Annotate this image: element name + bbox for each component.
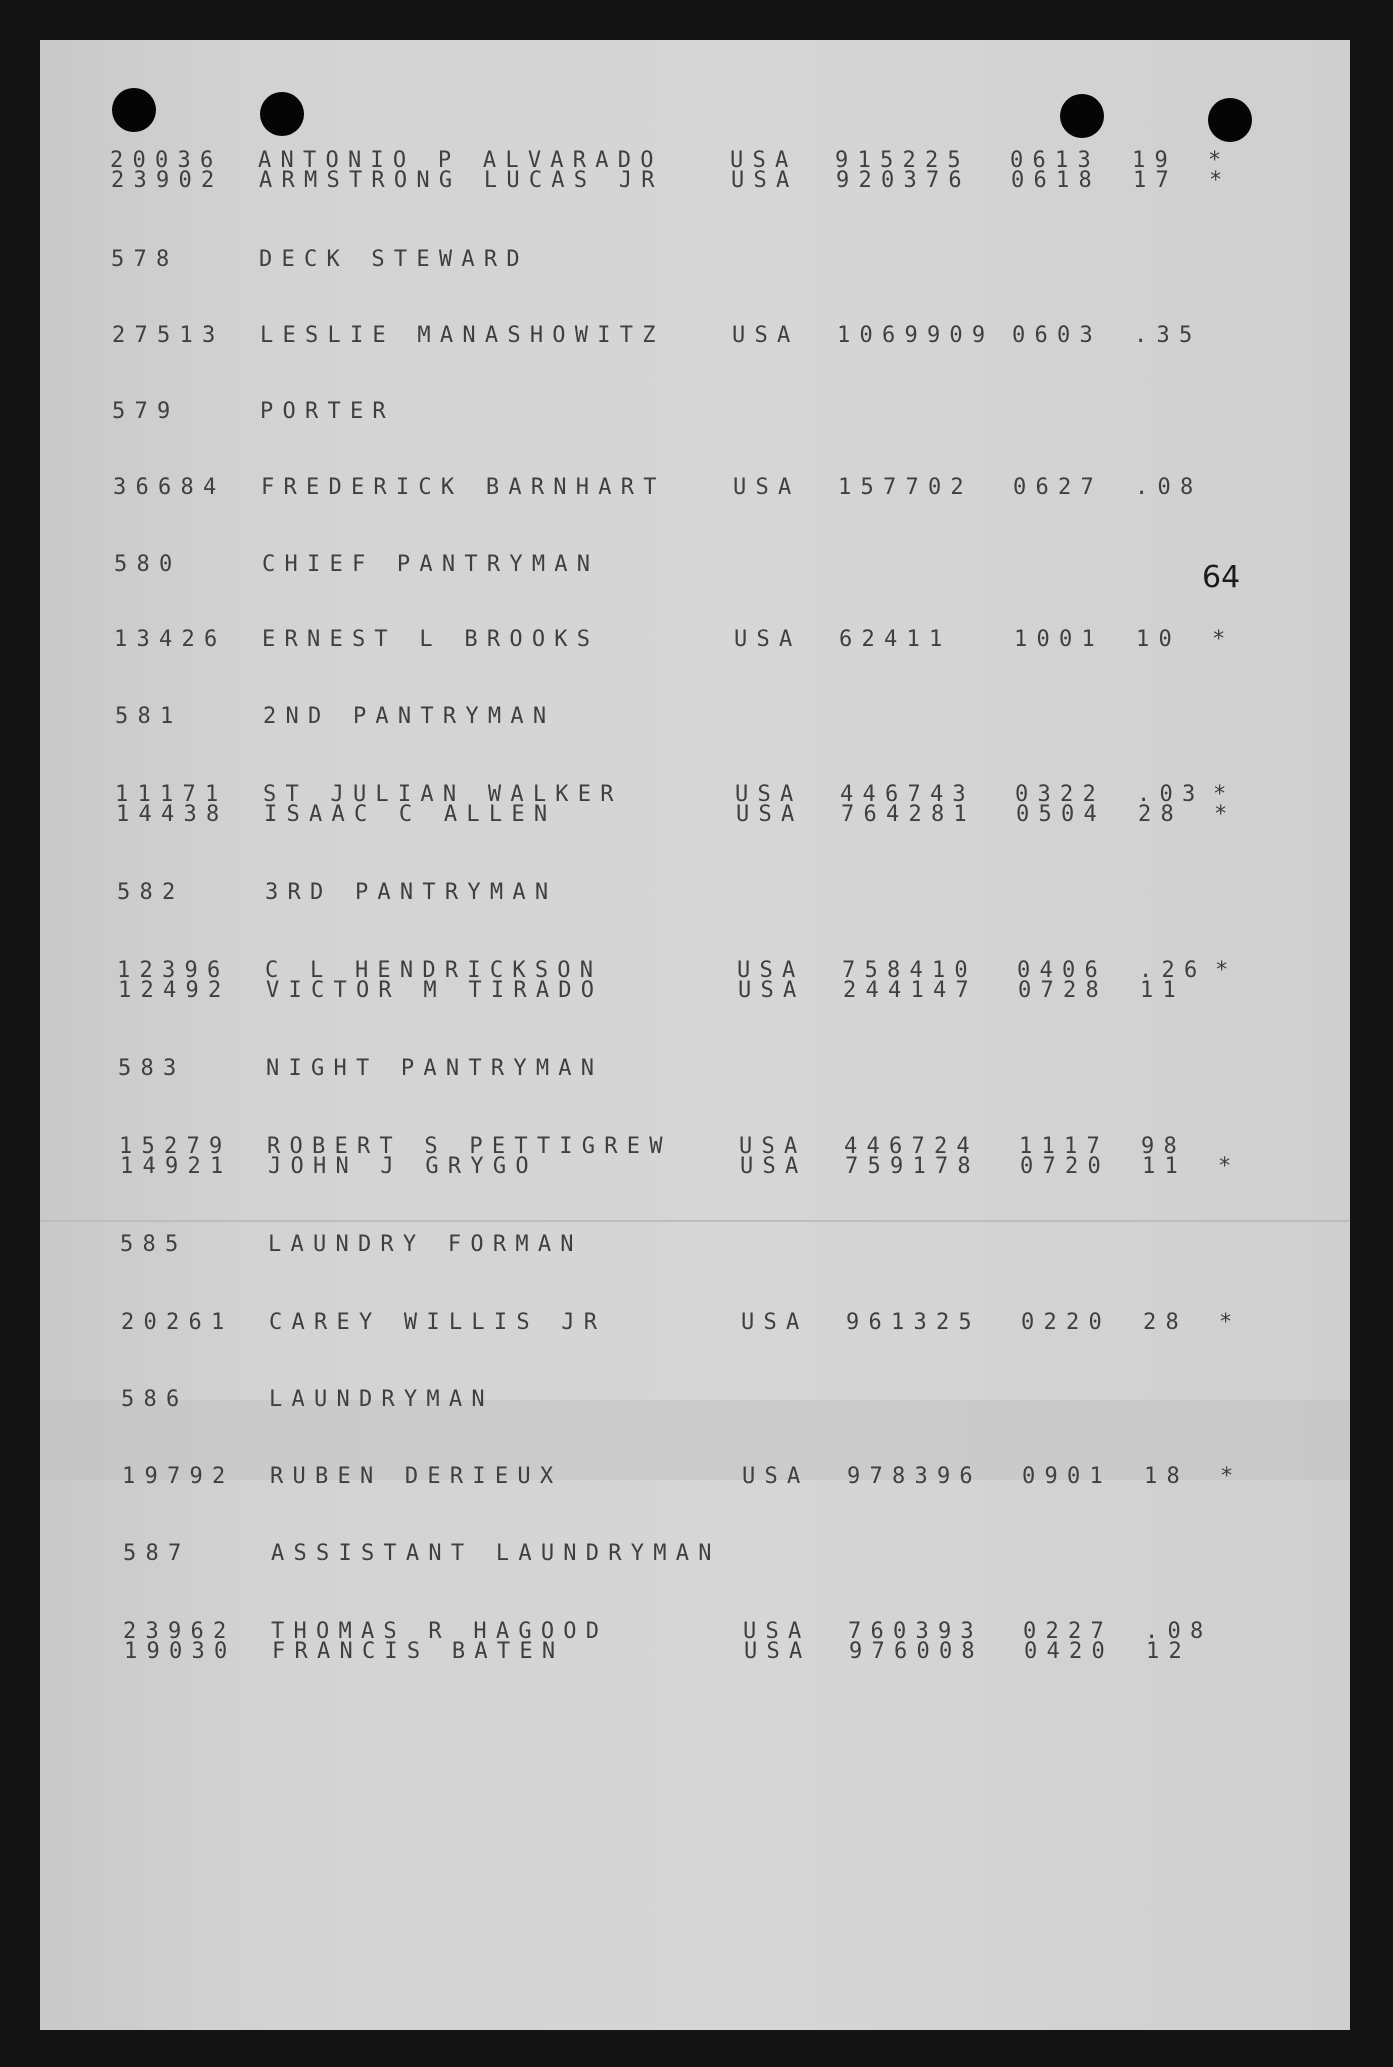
entry-mark: * xyxy=(1219,1310,1242,1335)
entry-nationality: USA xyxy=(743,1619,811,1644)
section-code: 582 xyxy=(117,880,185,905)
crew-entry-row xyxy=(40,627,1350,653)
section-title: CHIEF PANTRYMAN xyxy=(262,552,600,577)
crew-entry-row xyxy=(40,323,1350,349)
section-header-row xyxy=(40,247,1350,273)
entry-value: 11 xyxy=(1142,1154,1187,1179)
crew-entry-row xyxy=(40,802,1350,828)
entry-value: 98 xyxy=(1141,1134,1186,1159)
entry-code: 0618 xyxy=(1011,168,1101,193)
section-header-row xyxy=(40,880,1350,906)
section-header-row xyxy=(40,1056,1350,1082)
entry-id: 12492 xyxy=(118,978,231,1003)
entry-nationality: USA xyxy=(739,1134,807,1159)
section-header-row xyxy=(40,1387,1350,1413)
crew-entry-row xyxy=(40,168,1350,194)
crew-entry-row xyxy=(40,1310,1350,1336)
section-header-row xyxy=(40,552,1350,578)
entry-name: RUBEN DERIEUX xyxy=(270,1464,563,1489)
entry-nationality: USA xyxy=(738,978,806,1003)
entry-code: 0220 xyxy=(1021,1310,1111,1335)
entry-code: 1117 xyxy=(1019,1134,1109,1159)
entry-id: 19792 xyxy=(122,1464,235,1489)
punch-hole xyxy=(112,88,156,132)
entry-nationality: USA xyxy=(737,958,805,983)
crew-entry-row xyxy=(40,475,1350,501)
section-code: 580 xyxy=(114,552,182,577)
entry-id: 11171 xyxy=(115,782,228,807)
entry-mark: * xyxy=(1208,148,1231,173)
entry-value: 19 xyxy=(1132,148,1177,173)
entry-name: THOMAS R HAGOOD xyxy=(271,1619,609,1644)
entry-number: 976008 xyxy=(849,1639,984,1664)
entry-name: ERNEST L BROOKS xyxy=(262,627,600,652)
section-title: 2ND PANTRYMAN xyxy=(263,704,556,729)
entry-nationality: USA xyxy=(734,627,802,652)
punch-hole xyxy=(260,92,304,136)
entry-id: 19030 xyxy=(124,1639,237,1664)
entry-code: 0728 xyxy=(1018,978,1108,1003)
section-title: 3RD PANTRYMAN xyxy=(265,880,558,905)
section-title: DECK STEWARD xyxy=(259,247,529,272)
entry-name: CAREY WILLIS JR xyxy=(269,1310,607,1335)
entry-id: 13426 xyxy=(114,627,227,652)
entry-code: 0406 xyxy=(1017,958,1107,983)
entry-name: FREDERICK BARNHART xyxy=(261,475,666,500)
entry-value: .26 xyxy=(1139,958,1207,983)
punch-hole xyxy=(1208,98,1252,142)
entry-value: 10 xyxy=(1136,627,1181,652)
entry-nationality: USA xyxy=(742,1464,810,1489)
entry-nationality: USA xyxy=(740,1154,808,1179)
entry-value: .35 xyxy=(1134,323,1202,348)
entry-id: 23962 xyxy=(123,1619,236,1644)
entry-value: 12 xyxy=(1146,1639,1191,1664)
entry-value: 28 xyxy=(1138,802,1183,827)
entry-code: 0322 xyxy=(1015,782,1105,807)
entry-code: 1001 xyxy=(1014,627,1104,652)
entry-code: 0613 xyxy=(1010,148,1100,173)
entry-number: 760393 xyxy=(848,1619,983,1644)
entry-nationality: USA xyxy=(730,148,798,173)
crew-entry-row xyxy=(40,1639,1350,1665)
section-code: 578 xyxy=(111,247,179,272)
entry-id: 12396 xyxy=(117,958,230,983)
section-title: LAUNDRY FORMAN xyxy=(268,1232,583,1257)
section-header-row xyxy=(40,399,1350,425)
entry-code: 0227 xyxy=(1023,1619,1113,1644)
entry-name: ROBERT S PETTIGREW xyxy=(267,1134,672,1159)
entry-id: 36684 xyxy=(113,475,226,500)
section-code: 585 xyxy=(120,1232,188,1257)
entry-value: 11 xyxy=(1140,978,1185,1003)
entry-code: 0901 xyxy=(1022,1464,1112,1489)
entry-name: VICTOR M TIRADO xyxy=(266,978,604,1003)
section-title: LAUNDRYMAN xyxy=(269,1387,494,1412)
entry-name: ANTONIO P ALVARADO xyxy=(258,148,663,173)
entry-value: .08 xyxy=(1145,1619,1213,1644)
entry-nationality: USA xyxy=(741,1310,809,1335)
entry-number: 961325 xyxy=(846,1310,981,1335)
entry-number: 446724 xyxy=(844,1134,979,1159)
entry-code: 0504 xyxy=(1016,802,1106,827)
section-code: 581 xyxy=(115,704,183,729)
section-title: PORTER xyxy=(260,399,395,424)
entry-code: 0720 xyxy=(1020,1154,1110,1179)
crew-entry-row xyxy=(40,1154,1350,1180)
entry-id: 14921 xyxy=(120,1154,233,1179)
entry-name: ST JULIAN WALKER xyxy=(263,782,623,807)
entry-nationality: USA xyxy=(736,802,804,827)
entry-number: 244147 xyxy=(843,978,978,1003)
entry-code: 0420 xyxy=(1024,1639,1114,1664)
entry-number: 62411 xyxy=(839,627,952,652)
entry-nationality: USA xyxy=(733,475,801,500)
entry-mark: * xyxy=(1214,802,1237,827)
entry-nationality: USA xyxy=(731,168,799,193)
entry-name: LESLIE MANASHOWITZ xyxy=(260,323,665,348)
entry-number: 978396 xyxy=(847,1464,982,1489)
entry-id: 14438 xyxy=(116,802,229,827)
section-code: 586 xyxy=(121,1387,189,1412)
crew-entry-row xyxy=(40,1464,1350,1490)
entry-nationality: USA xyxy=(735,782,803,807)
entry-number: 1069909 xyxy=(837,323,995,348)
entry-id: 23902 xyxy=(111,168,224,193)
section-header-row xyxy=(40,704,1350,730)
entry-code: 0603 xyxy=(1012,323,1102,348)
entry-number: 759178 xyxy=(845,1154,980,1179)
entry-mark: * xyxy=(1213,782,1236,807)
section-code: 579 xyxy=(112,399,180,424)
section-code: 587 xyxy=(123,1541,191,1566)
entry-number: 920376 xyxy=(836,168,971,193)
entry-value: .08 xyxy=(1135,475,1203,500)
entry-mark: * xyxy=(1209,168,1232,193)
entry-name: ARMSTRONG LUCAS JR xyxy=(259,168,664,193)
entry-name: ISAAC C ALLEN xyxy=(264,802,557,827)
entry-code: 0627 xyxy=(1013,475,1103,500)
punch-hole xyxy=(1060,94,1104,138)
entry-nationality: USA xyxy=(732,323,800,348)
entry-id: 20261 xyxy=(121,1310,234,1335)
entry-mark: * xyxy=(1218,1154,1241,1179)
entry-mark: * xyxy=(1220,1464,1243,1489)
section-title: NIGHT PANTRYMAN xyxy=(266,1056,604,1081)
entry-value: 28 xyxy=(1143,1310,1188,1335)
entry-number: 446743 xyxy=(840,782,975,807)
entry-value: 17 xyxy=(1133,168,1178,193)
entry-number: 157702 xyxy=(838,475,973,500)
entry-id: 27513 xyxy=(112,323,225,348)
entry-number: 758410 xyxy=(842,958,977,983)
handwritten-page-number: 64 xyxy=(1202,560,1241,595)
entry-value: 18 xyxy=(1144,1464,1189,1489)
section-code: 583 xyxy=(118,1056,186,1081)
entry-value: .03 xyxy=(1137,782,1205,807)
fold-line xyxy=(40,1220,1350,1222)
document-page xyxy=(40,40,1350,2030)
crew-entry-row xyxy=(40,978,1350,1004)
entry-id: 20036 xyxy=(110,148,223,173)
entry-number: 764281 xyxy=(841,802,976,827)
section-header-row xyxy=(40,1541,1350,1567)
entry-mark: * xyxy=(1212,627,1235,652)
section-title: ASSISTANT LAUNDRYMAN xyxy=(271,1541,721,1566)
entry-name: C L HENDRICKSON xyxy=(265,958,603,983)
entry-name: JOHN J GRYGO xyxy=(268,1154,538,1179)
entry-number: 915225 xyxy=(835,148,970,173)
section-header-row xyxy=(40,1232,1350,1258)
entry-nationality: USA xyxy=(744,1639,812,1664)
entry-id: 15279 xyxy=(119,1134,232,1159)
entry-name: FRANCIS BATEN xyxy=(272,1639,565,1664)
entry-mark: * xyxy=(1215,958,1238,983)
